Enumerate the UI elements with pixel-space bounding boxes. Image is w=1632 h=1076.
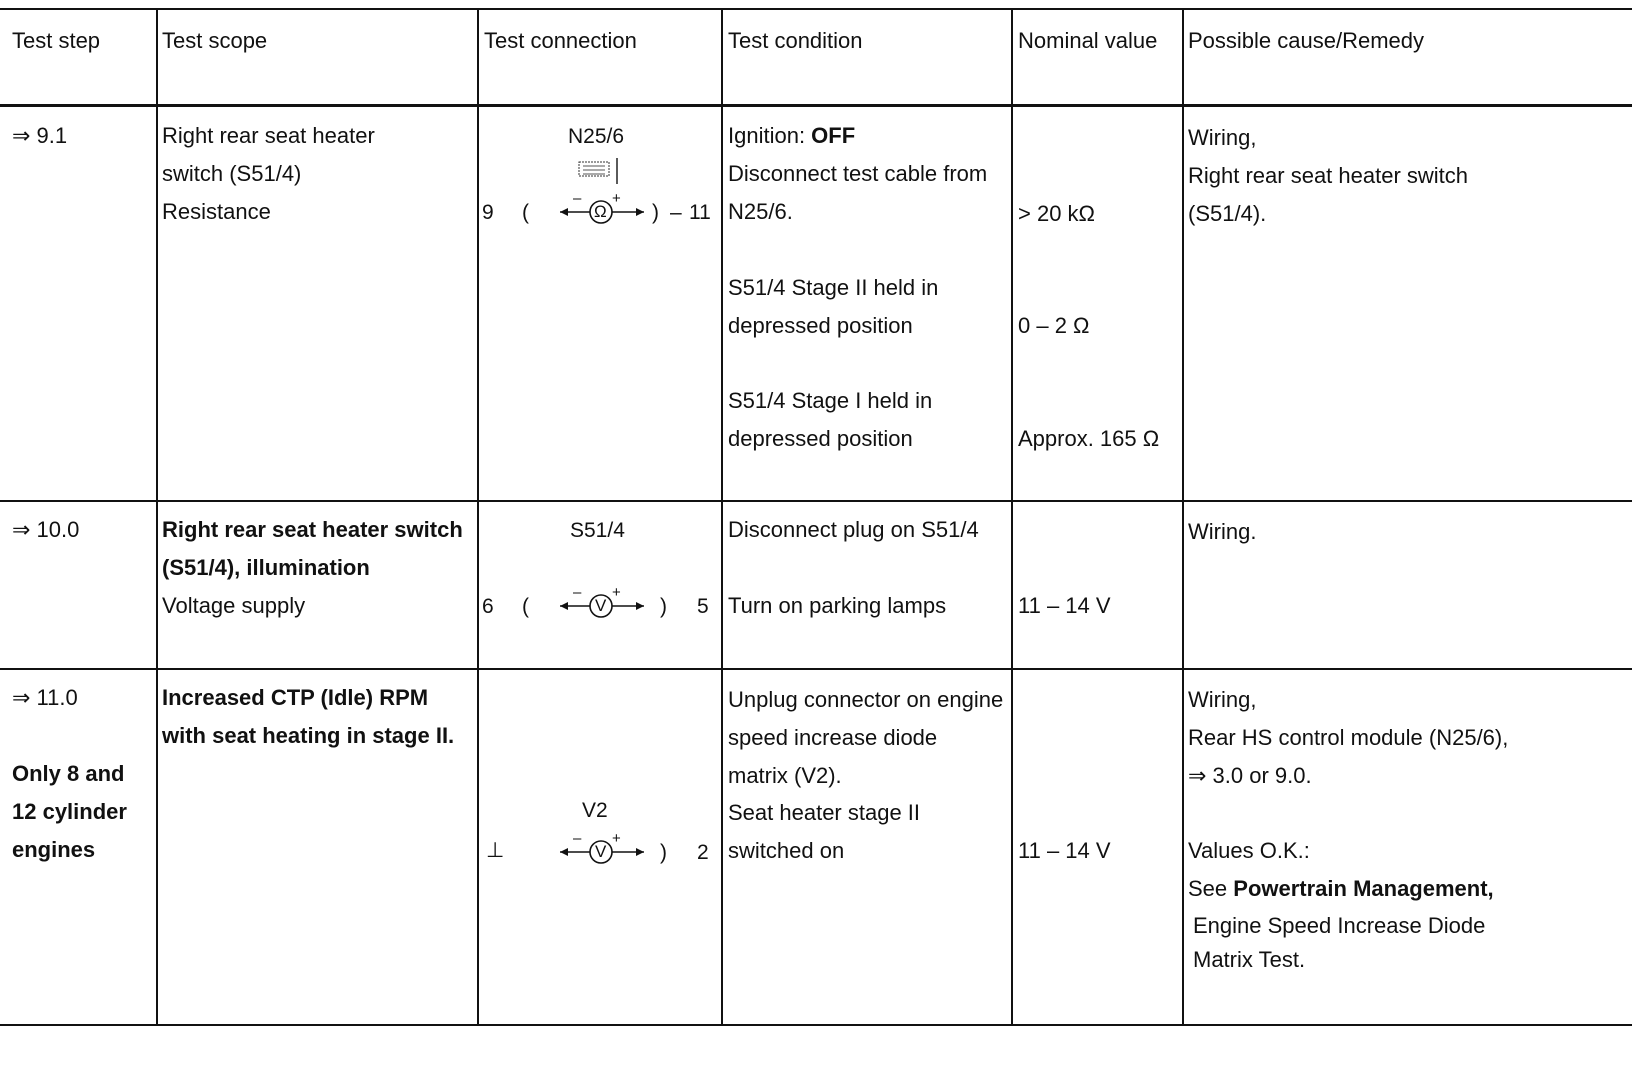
row1-meter-minus: –	[573, 190, 582, 207]
col-divider-4	[1011, 8, 1013, 1026]
row2-right-bracket: )	[660, 595, 667, 618]
row1-remedy-line2: Right rear seat heater switch	[1188, 163, 1469, 188]
row1-condition-line3: N25/6.	[728, 199, 793, 224]
row3-right-bracket: )	[660, 841, 667, 864]
rule-row2-bottom	[0, 668, 1632, 670]
row1-remedy-line1: Wiring,	[1188, 125, 1257, 150]
col-divider-5	[1182, 8, 1184, 1026]
row3-condition-line1: Unplug connector on engine	[728, 687, 1004, 712]
row2-left-bracket: (	[522, 595, 529, 618]
row1-condition-off: OFF	[811, 123, 856, 148]
rule-header-bottom	[0, 104, 1632, 107]
row2-meter-symbol: V	[595, 596, 607, 615]
row3-step-note-line3: engines	[12, 837, 96, 862]
row1-connection-device: N25/6	[568, 125, 625, 148]
row2-connection-device: S51/4	[570, 519, 625, 542]
row2-scope-line3: Voltage supply	[162, 593, 306, 618]
row1-right-bracket: )	[652, 201, 659, 224]
connector-plug-icon	[575, 156, 621, 186]
row3-meter-plus: +	[612, 830, 621, 847]
row1-condition-line4: S51/4 Stage II held in	[728, 275, 939, 300]
row1-left-bracket: (	[522, 201, 529, 224]
row3-step: ⇒ 11.0	[12, 685, 78, 710]
row3-step-note-line2: 12 cylinder	[12, 799, 127, 824]
col-divider-3	[721, 8, 723, 1026]
row3-connection-device: V2	[582, 799, 608, 822]
row1-scope-line1: Right rear seat heater	[162, 123, 375, 148]
row3-scope-bold-line2: with seat heating in stage II.	[162, 723, 455, 748]
row1-nominal-1: > 20 kΩ	[1018, 201, 1095, 226]
row2-condition-line1: Disconnect plug on S51/4	[728, 517, 979, 542]
row3-remedy-line3: ⇒ 3.0 or 9.0.	[1188, 763, 1312, 788]
row3-remedy-line1: Wiring,	[1188, 687, 1257, 712]
row1-meter-plus: +	[612, 190, 621, 207]
header-nominal-value: Nominal value	[1018, 28, 1158, 53]
row2-condition-line2: Turn on parking lamps	[728, 593, 947, 618]
row3-step-note-line1: Only 8 and	[12, 761, 125, 786]
row1-left-pin: 9	[482, 201, 494, 224]
row3-condition-line4: Seat heater stage II	[728, 800, 921, 825]
row2-nominal: 11 – 14 V	[1018, 593, 1111, 618]
row1-meter-symbol: Ω	[594, 202, 607, 221]
row1-condition-line5: depressed position	[728, 313, 913, 338]
row2-right-pin: 5	[697, 595, 709, 618]
row3-remedy-see: See	[1188, 876, 1234, 901]
row1-scope-line2: switch (S51/4)	[162, 161, 302, 186]
row3-meter-symbol: V	[595, 842, 607, 861]
row3-remedy-line5	[1188, 869, 1494, 908]
row2-left-pin: 6	[482, 595, 494, 618]
row3-condition-line2: speed increase diode	[728, 725, 938, 750]
row3-scope-bold-line1: Increased CTP (Idle) RPM	[162, 685, 429, 710]
row1-dash: –	[670, 201, 682, 224]
row2-meter-plus: +	[612, 584, 621, 601]
row1-nominal-2: 0 – 2 Ω	[1018, 313, 1090, 338]
row2-remedy: Wiring.	[1188, 519, 1257, 544]
row3-remedy-line4: Values O.K.:	[1188, 838, 1310, 863]
row3-remedy-line6: Engine Speed Increase Diode	[1193, 913, 1486, 938]
row3-right-pin: 2	[697, 841, 709, 864]
row1-scope-line3: Resistance	[162, 199, 271, 224]
row3-remedy-line2: Rear HS control module (N25/6),	[1188, 725, 1509, 750]
row1-step: ⇒ 9.1	[12, 123, 68, 148]
row3-condition-line5: switched on	[728, 838, 845, 863]
row2-scope-bold-line1: Right rear seat heater switch	[162, 517, 463, 542]
row1-condition-ignition: Ignition:	[728, 123, 812, 148]
row2-scope-bold-line2: (S51/4), illumination	[162, 555, 370, 580]
row1-nominal-3: Approx. 165 Ω	[1018, 426, 1160, 451]
row3-remedy-powertrain-link: Powertrain Management,	[1233, 876, 1494, 901]
col-divider-1	[156, 8, 158, 1026]
row1-right-pin: 11	[689, 201, 711, 224]
header-test-connection: Test connection	[484, 28, 637, 53]
row1-condition-line1	[728, 116, 855, 155]
row1-condition-line2: Disconnect test cable from	[728, 161, 988, 186]
row3-nominal: 11 – 14 V	[1018, 838, 1111, 863]
row1-remedy-line3: (S51/4).	[1188, 201, 1267, 226]
row2-step: ⇒ 10.0	[12, 517, 80, 542]
rule-bottom	[0, 1024, 1632, 1026]
rule-row1-bottom	[0, 500, 1632, 502]
rule-top	[0, 8, 1632, 10]
row3-meter-minus: –	[573, 830, 582, 847]
row2-meter-minus: –	[573, 584, 582, 601]
row3-condition-line3: matrix (V2).	[728, 763, 842, 788]
col-divider-2	[477, 8, 479, 1026]
header-test-condition: Test condition	[728, 28, 863, 53]
row3-ground-symbol: ⊥	[486, 839, 505, 862]
row1-condition-line7: depressed position	[728, 426, 913, 451]
row3-remedy-line7: Matrix Test.	[1193, 947, 1306, 972]
row1-condition-line6: S51/4 Stage I held in	[728, 388, 933, 413]
header-remedy: Possible cause/Remedy	[1188, 28, 1425, 53]
header-test-step: Test step	[12, 28, 101, 53]
header-test-scope: Test scope	[162, 28, 268, 53]
